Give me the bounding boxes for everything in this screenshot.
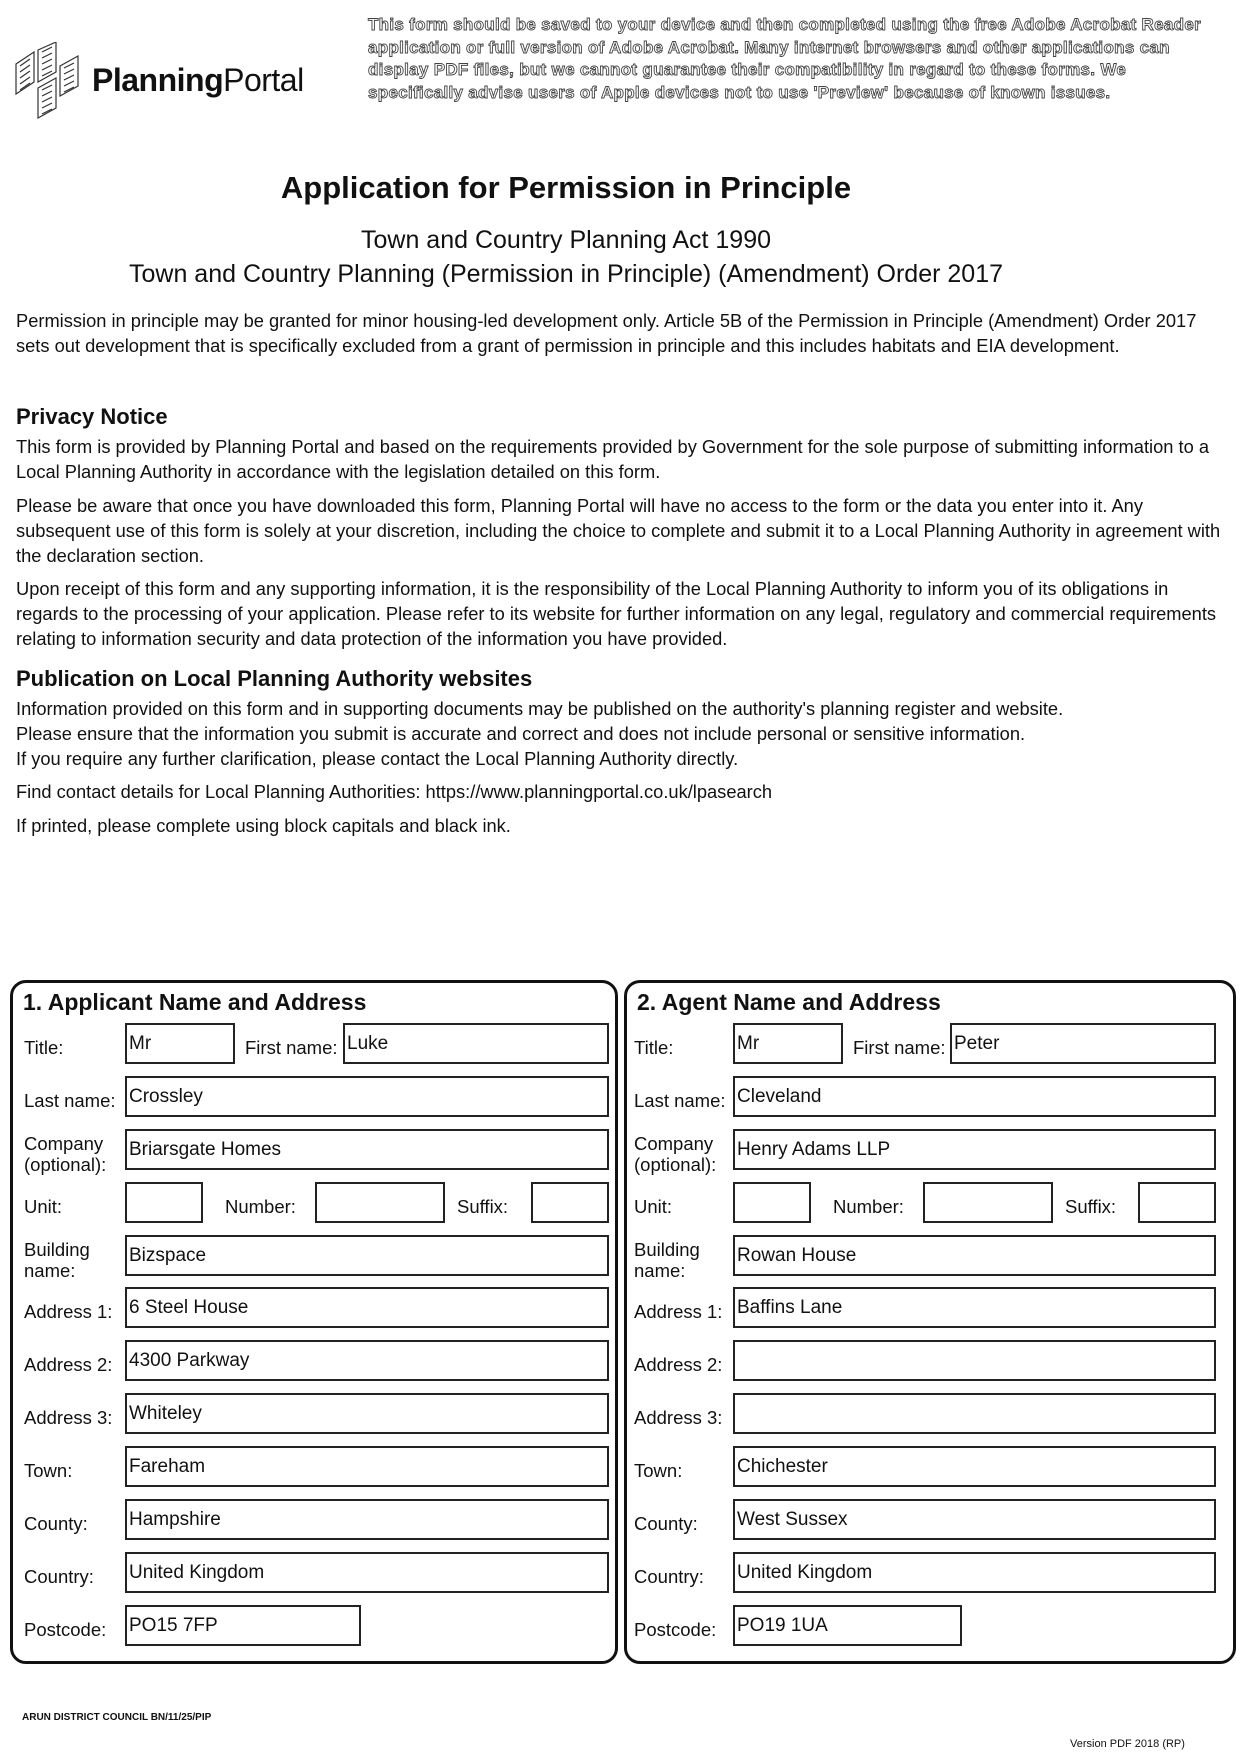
applicant-country-field[interactable]: United Kingdom — [125, 1552, 609, 1593]
agent-number-field[interactable] — [923, 1182, 1053, 1223]
publication-heading: Publication on Local Planning Authority websites — [16, 666, 533, 691]
applicant-number-field[interactable] — [315, 1182, 445, 1223]
county-label: County: — [24, 1513, 88, 1534]
postcode-label: Postcode: — [24, 1619, 107, 1640]
applicant-title-field[interactable]: Mr — [125, 1023, 235, 1064]
subtitle-order: Town and Country Planning (Permission in Principle) (Amendment) Order 2017 — [128, 260, 1003, 288]
agent-address-2-field[interactable] — [733, 1340, 1216, 1381]
publication-paragraph-2: Please ensure that the information you submit is accurate and correct and does not include personal or sensitive information. — [16, 723, 1026, 744]
applicant-last-name-field[interactable]: Crossley — [125, 1076, 609, 1117]
agent-country-field[interactable]: United Kingdom — [733, 1552, 1216, 1593]
applicant-address-1-field[interactable]: 6 Steel House — [125, 1287, 609, 1328]
unit-label: Unit: — [634, 1196, 673, 1217]
applicant-building-name-field[interactable]: Bizspace — [125, 1235, 609, 1276]
number-label: Number: — [833, 1196, 904, 1217]
postcode-label: Postcode: — [634, 1619, 717, 1640]
applicant-section — [10, 980, 618, 1664]
suffix-label: Suffix: — [457, 1196, 509, 1217]
agent-address-1-field[interactable]: Baffins Lane — [733, 1287, 1216, 1328]
agent-town-field[interactable]: Chichester — [733, 1446, 1216, 1487]
planning-portal-logo-icon — [12, 42, 82, 120]
agent-section — [624, 980, 1236, 1664]
page-title: Application for Permission in Principle — [280, 170, 852, 205]
address-3-label: Address 3: — [634, 1407, 723, 1428]
title-label: Title: — [634, 1037, 674, 1058]
agent-address-3-field[interactable] — [733, 1393, 1216, 1434]
address-2-label: Address 2: — [634, 1354, 723, 1375]
privacy-paragraph-1: This form is provided by Planning Portal and based on the requirements provided by Government for the sole purpose of submitting information to a Local Planning Authority in accordance with the legislation detailed on this form. — [16, 436, 1209, 482]
last-name-label: Last name: — [634, 1090, 726, 1111]
agent-company-field[interactable]: Henry Adams LLP — [733, 1129, 1216, 1170]
company-label: Company (optional): — [24, 1133, 107, 1175]
address-1-label: Address 1: — [24, 1301, 113, 1322]
logo-wordmark: PlanningPortal — [92, 62, 304, 98]
title-label: Title: — [24, 1037, 64, 1058]
printing-instruction: If printed, please complete using block capitals and black ink. — [16, 815, 511, 836]
applicant-town-field[interactable]: Fareham — [125, 1446, 609, 1487]
lpa-contact-details: Find contact details for Local Planning Authorities: https://www.planningportal.co.uk/lpasearch — [16, 781, 773, 802]
agent-county-field[interactable]: West Sussex — [733, 1499, 1216, 1540]
agent-building-name-field[interactable]: Rowan House — [733, 1235, 1216, 1276]
country-label: Country: — [24, 1566, 94, 1587]
privacy-heading: Privacy Notice — [16, 404, 168, 429]
county-label: County: — [634, 1513, 698, 1534]
agent-last-name-field[interactable]: Cleveland — [733, 1076, 1216, 1117]
agent-first-name-field[interactable]: Peter — [950, 1023, 1216, 1064]
town-label: Town: — [24, 1460, 73, 1481]
country-label: Country: — [634, 1566, 704, 1587]
subtitle-act: Town and Country Planning Act 1990 — [361, 226, 771, 254]
first-name-label: First name: — [853, 1037, 946, 1058]
address-2-label: Address 2: — [24, 1354, 113, 1375]
privacy-paragraph-2: Please be aware that once you have downloaded this form, Planning Portal will have no access to the form or the data you enter into it. Any subsequent use of this form is solely at your discretion, including the choice to complete and submit it to a Local Planning Authority in agreement with the declaration section. — [16, 495, 1221, 566]
applicant-company-field[interactable]: Briarsgate Homes — [125, 1129, 609, 1170]
privacy-paragraph-3: Upon receipt of this form and any supporting information, it is the responsibility of the Local Planning Authority to inform you of its obligations in regards to the processing of your application. Please refer to its website for further information on any legal, regulatory and commercial requirements relating to information security and data protection of the information you have provided. — [16, 578, 1217, 649]
agent-suffix-field[interactable] — [1138, 1182, 1216, 1223]
agent-postcode-field[interactable]: PO19 1UA — [733, 1605, 962, 1646]
town-label: Town: — [634, 1460, 683, 1481]
applicant-postcode-field[interactable]: PO15 7FP — [125, 1605, 361, 1646]
council-reference: ARUN DISTRICT COUNCIL BN/11/25/PIP — [22, 1712, 212, 1723]
applicant-section-heading: 1. Applicant Name and Address — [23, 989, 367, 1015]
building-name-label: Building name: — [24, 1239, 90, 1281]
software-notice: This form should be saved to your device and then completed using the free Adobe Acrobat Reader application or full version of Adobe Acrobat. Many internet browsers and other applications can display PDF files, but we cannot guarantee their compatibility in regard to these forms. We specifically advise users of Apple devices not to use 'Preview' because of known issues. — [368, 15, 1201, 102]
agent-unit-field[interactable] — [733, 1182, 811, 1223]
applicant-county-field[interactable]: Hampshire — [125, 1499, 609, 1540]
agent-title-field[interactable]: Mr — [733, 1023, 843, 1064]
number-label: Number: — [225, 1196, 296, 1217]
address-1-label: Address 1: — [634, 1301, 723, 1322]
unit-label: Unit: — [24, 1196, 63, 1217]
publication-paragraph-3: If you require any further clarification, please contact the Local Planning Authority directly. — [16, 748, 739, 769]
last-name-label: Last name: — [24, 1090, 116, 1111]
applicant-address-3-field[interactable]: Whiteley — [125, 1393, 609, 1434]
building-name-label: Building name: — [634, 1239, 700, 1281]
publication-paragraph-1: Information provided on this form and in supporting documents may be published on the authority's planning register and website. — [16, 698, 1064, 719]
applicant-address-2-field[interactable]: 4300 Parkway — [125, 1340, 609, 1381]
applicant-first-name-field[interactable]: Luke — [343, 1023, 609, 1064]
agent-section-heading: 2. Agent Name and Address — [637, 989, 941, 1015]
applicant-suffix-field[interactable] — [531, 1182, 609, 1223]
version-label: Version PDF 2018 (RP) — [1070, 1738, 1185, 1750]
first-name-label: First name: — [245, 1037, 338, 1058]
suffix-label: Suffix: — [1065, 1196, 1117, 1217]
applicant-unit-field[interactable] — [125, 1182, 203, 1223]
planning-portal-logo — [12, 40, 312, 120]
company-label: Company (optional): — [634, 1133, 717, 1175]
intro-paragraph: Permission in principle may be granted for minor housing-led development only. Article 5B of the Permission in Principle (Amendment) Order 2017 sets out development that is specifically excluded from a grant of permission in principle and this includes habitats and EIA development. — [16, 310, 1197, 356]
address-3-label: Address 3: — [24, 1407, 113, 1428]
